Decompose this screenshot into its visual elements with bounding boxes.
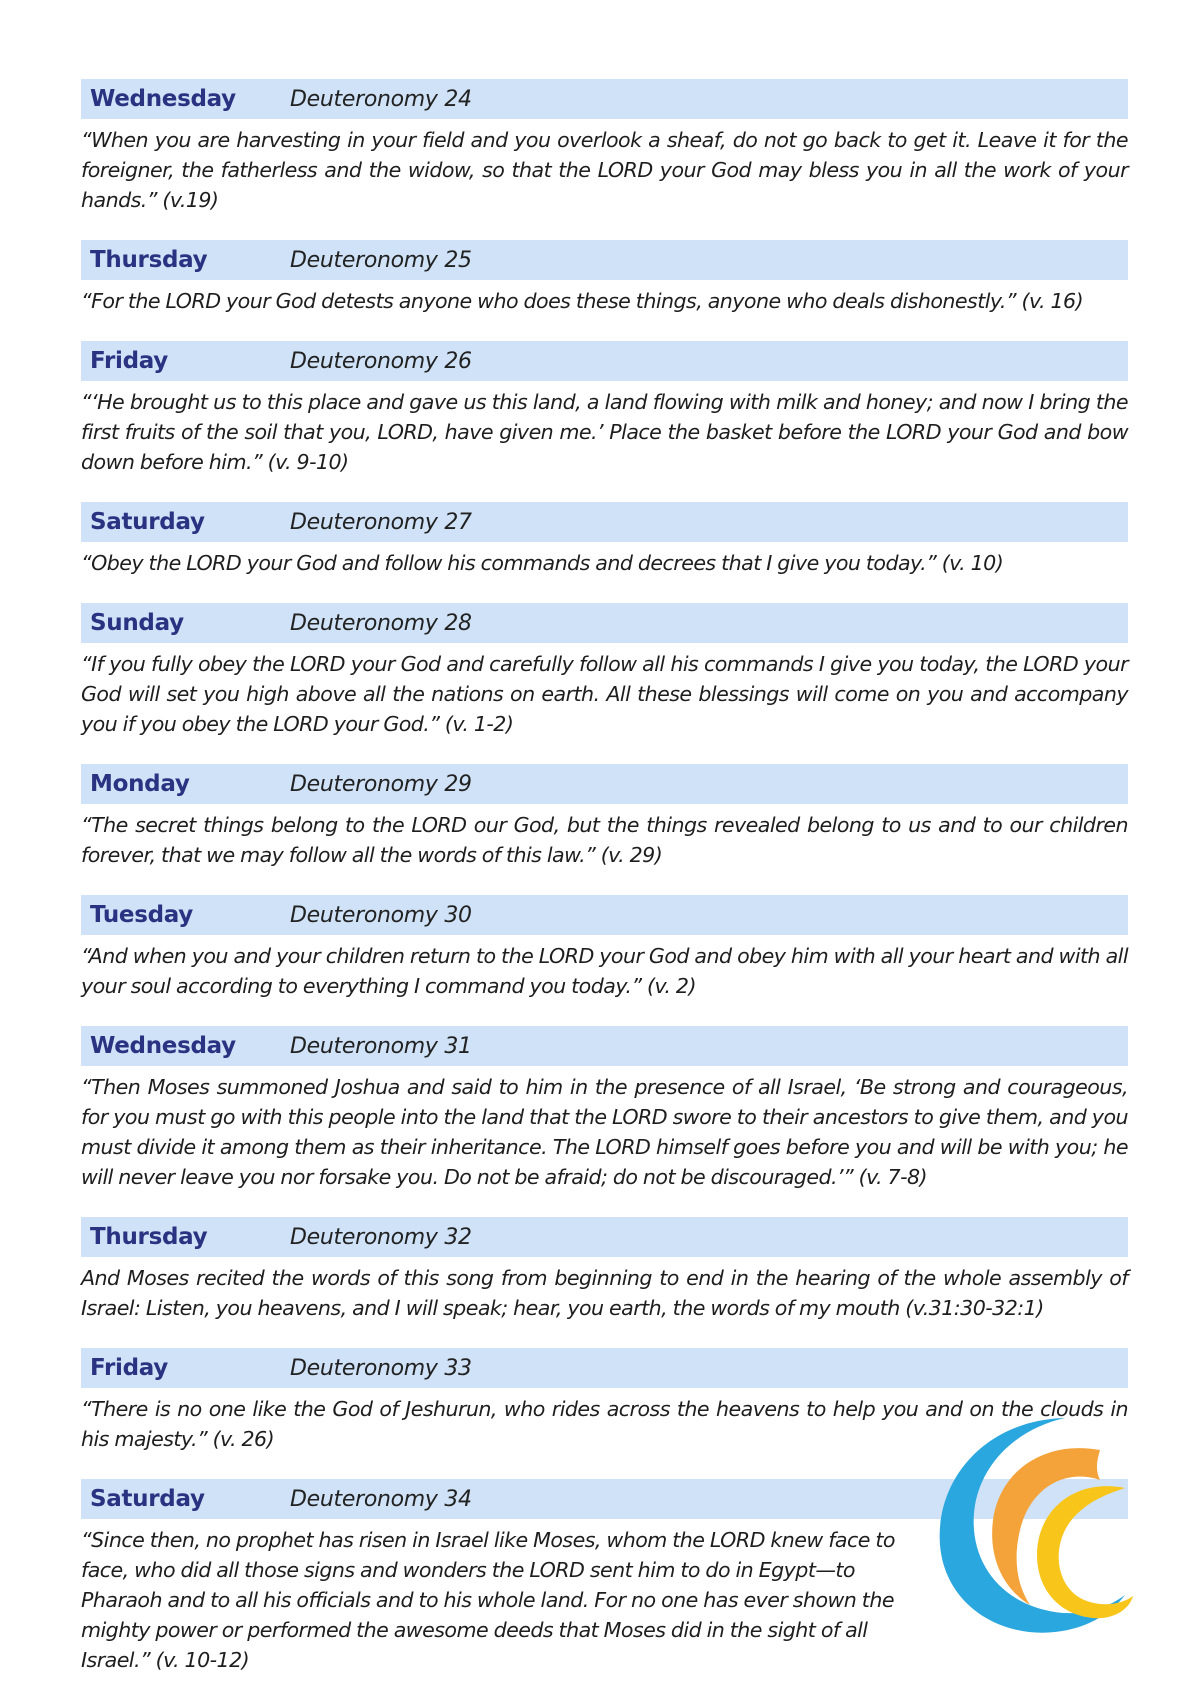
verse-quote: “When you are harvesting in your field and you overlook a sheaf, do not go back to get it. Leave it for the foreigner, the fatherless and the widow, so that the LORD your God may bless you in all the work of your hands.” (v.19) xyxy=(81,128,1128,212)
reading-entry xyxy=(81,502,1128,578)
reading-entry xyxy=(81,341,1128,477)
verse-quote: “And when you and your children return to the LORD your God and obey him with all your heart and with all your soul according to everything I command you today.” (v. 2) xyxy=(81,944,1128,998)
verse-quote: “If you fully obey the LORD your God and carefully follow all his commands I give you today, the LORD your God will set you high above all the nations on earth. All these blessings will come on you and accompany you if you obey the LORD your God.” (v. 1-2) xyxy=(81,652,1128,736)
reading-entry xyxy=(81,895,1128,1001)
scripture-reference: Deuteronomy 26 xyxy=(290,348,472,374)
day-label: Wednesday xyxy=(90,86,236,112)
day-label: Saturday xyxy=(90,509,205,535)
verse-quote: “There is no one like the God of Jeshurun, who rides across the heavens to help you and on the clouds in his majesty.” (v. 26) xyxy=(81,1397,1128,1451)
reading-entry xyxy=(81,764,1128,870)
scripture-reference: Deuteronomy 28 xyxy=(290,610,472,636)
scripture-reference: Deuteronomy 32 xyxy=(290,1224,472,1250)
day-bar xyxy=(81,1348,1128,1388)
verse-quote: “The secret things belong to the LORD our God, but the things revealed belong to us and to our children forever, that we may follow all the words of this law.” (v. 29) xyxy=(81,813,1128,867)
day-bar xyxy=(81,764,1128,804)
day-label: Sunday xyxy=(90,610,184,636)
yellow-crescent-icon xyxy=(1037,1486,1133,1618)
verse-quote: And Moses recited the words of this song from beginning to end in the hearing of the whole assembly of Israel: Listen, you heavens, and I will speak; hear, you earth, the words of my mouth (v.31:30-32:1) xyxy=(81,1266,1128,1320)
scripture-reference: Deuteronomy 25 xyxy=(290,247,472,273)
day-label: Friday xyxy=(90,1355,168,1381)
scripture-reference: Deuteronomy 29 xyxy=(290,771,472,797)
reading-entry xyxy=(81,1026,1128,1192)
day-bar xyxy=(81,240,1128,280)
scripture-reference: Deuteronomy 27 xyxy=(290,509,472,535)
scripture-reference: Deuteronomy 31 xyxy=(290,1033,472,1059)
scripture-reference: Deuteronomy 33 xyxy=(290,1355,472,1381)
day-bar xyxy=(81,1217,1128,1257)
reading-entry xyxy=(81,79,1128,215)
verse-quote: “Obey the LORD your God and follow his commands and decrees that I give you today.” (v. 10) xyxy=(81,551,1004,575)
verse-quote: “For the LORD your God detests anyone who does these things, anyone who deals dishonestly.” (v. 16) xyxy=(81,289,1084,313)
verse-quote: “Since then, no prophet has risen in Israel like Moses, whom the LORD knew face to face, who did all those signs and wonders the LORD sent him to do in Egypt—to Pharaoh and to all his officials and to his whole land. For no one has ever shown the mighty power or performed the awesome deeds that Moses did in the sight of all Israel.” (v. 10-12) xyxy=(81,1528,895,1672)
crescent-swirl-logo-icon xyxy=(925,1410,1135,1640)
day-bar xyxy=(81,341,1128,381)
day-bar xyxy=(81,603,1128,643)
scripture-reference: Deuteronomy 30 xyxy=(290,902,472,928)
day-label: Saturday xyxy=(90,1486,205,1512)
day-bar xyxy=(81,79,1128,119)
day-label: Monday xyxy=(90,771,190,797)
day-label: Tuesday xyxy=(90,902,193,928)
day-bar xyxy=(81,1026,1128,1066)
verse-quote: “‘He brought us to this place and gave us this land, a land flowing with milk and honey; and now I bring the first fruits of the soil that you, LORD, have given me.’ Place the basket before the LORD your God and bow down before him.” (v. 9-10) xyxy=(81,390,1128,474)
scripture-reference: Deuteronomy 24 xyxy=(290,86,472,112)
reading-entry xyxy=(81,1217,1128,1323)
day-label: Thursday xyxy=(90,247,208,273)
scripture-reference: Deuteronomy 34 xyxy=(290,1486,472,1512)
day-label: Wednesday xyxy=(90,1033,236,1059)
day-bar xyxy=(81,895,1128,935)
day-bar xyxy=(81,502,1128,542)
reading-entry xyxy=(81,240,1128,316)
verse-quote: “Then Moses summoned Joshua and said to him in the presence of all Israel, ‘Be strong and courageous, for you must go with this people into the land that the LORD swore to their ancestors to give them, and you must divide it among them as their inheritance. The LORD himself goes before you and will be with you; he will never leave you nor forsake you. Do not be afraid; do not be discouraged.’” (v. 7-8) xyxy=(81,1075,1128,1189)
reading-entry xyxy=(81,603,1128,739)
day-label: Friday xyxy=(90,348,168,374)
day-label: Thursday xyxy=(90,1224,208,1250)
